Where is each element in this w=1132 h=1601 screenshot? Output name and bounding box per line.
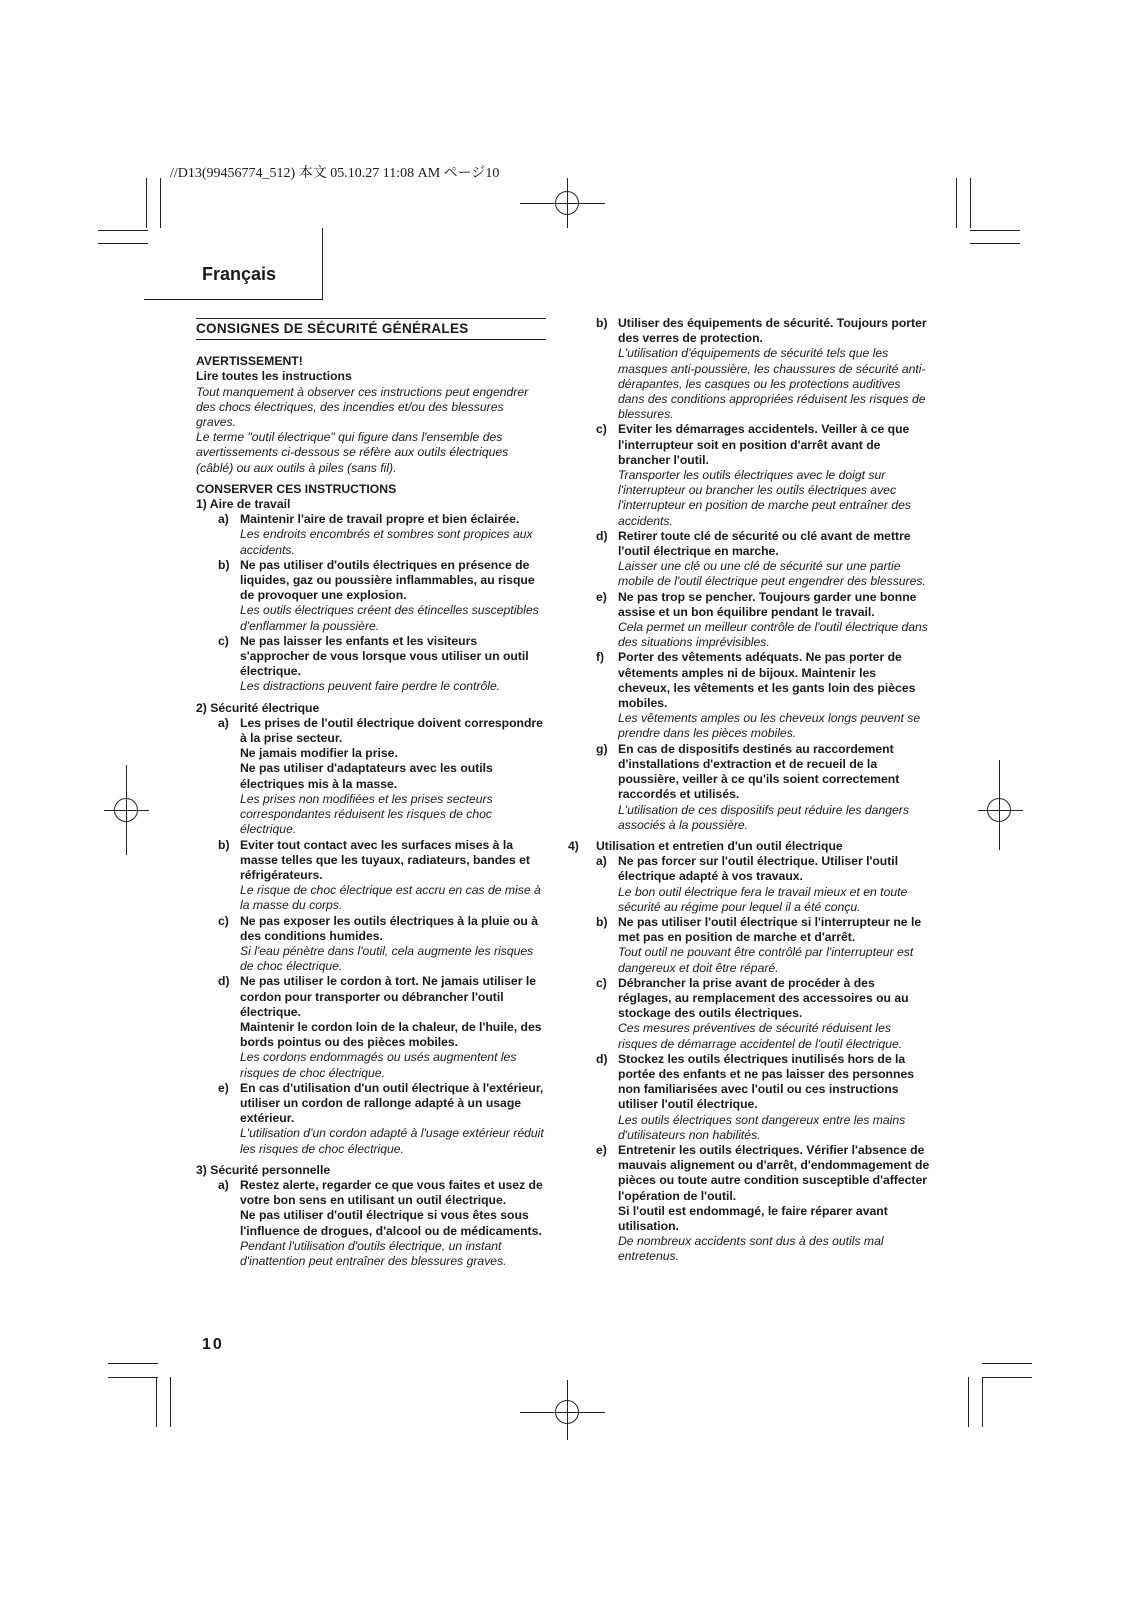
list-item <box>596 915 930 976</box>
item-explanation: L'utilisation de ces dispositifs peut réduire les dangers associés à la poussière. <box>618 802 909 832</box>
list-item <box>218 634 546 695</box>
item-label: b) <box>218 837 230 852</box>
section-number: 4) <box>568 838 579 853</box>
list-item <box>218 558 546 634</box>
item-instruction: Ne pas utiliser le cordon à tort. Ne jamais utiliser le cordon pour transporter ou débrancher l'outil électrique. <box>240 974 536 1019</box>
list-item <box>218 1081 546 1157</box>
item-instruction: Retirer toute clé de sécurité ou clé avant de mettre l'outil électrique en marche. <box>618 528 911 559</box>
item-label: e) <box>596 1142 607 1157</box>
list-item <box>218 914 546 975</box>
item-label: b) <box>596 914 608 929</box>
section-title: CONSIGNES DE SÉCURITÉ GÉNÉRALES <box>196 318 546 340</box>
item-explanation: Ces mesures préventives de sécurité réduisent les risques de démarrage accidentel de l'outil électrique. <box>618 1021 903 1051</box>
list-item <box>596 976 930 1052</box>
item-instruction: Ne pas utiliser d'outil électrique si vous êtes sous l'influence de drogues, d'alcool ou de médicaments. <box>240 1208 542 1238</box>
registration-target <box>567 1380 568 1440</box>
crop-mark <box>156 1377 157 1427</box>
list-item <box>596 590 930 651</box>
crop-mark <box>146 178 147 228</box>
left-column <box>196 318 546 1269</box>
crop-mark <box>982 1363 1032 1364</box>
item-explanation: Si l'eau pénètre dans l'outil, cela augmente les risques de choc électrique. <box>240 943 534 974</box>
item-explanation: Transporter les outils électriques avec le doigt sur l'interrupteur ou brancher les outils électriques avec l'interrupteur en position de marche peut entraîner des accidents. <box>618 468 911 528</box>
section-work-area: 1) Aire de travail <box>196 497 291 512</box>
item-label: c) <box>596 975 607 990</box>
crop-mark <box>982 1377 983 1427</box>
item-explanation: Les cordons endommagés ou usés augmentent les risques de choc électrique. <box>240 1050 517 1080</box>
item-explanation: Les outils électriques créent des étincelles susceptibles d'enflammer la poussière. <box>240 603 539 633</box>
language-tab-border <box>144 299 323 300</box>
section-title-tool-use: Utilisation et entretien d'un outil électrique <box>596 838 843 853</box>
list-item <box>596 742 930 833</box>
item-instruction: En cas de dispositifs destinés au raccordement d'installations d'extraction et de recueil de la poussière, veiller à ce qu'ils soient correctement raccordés et utilisés. <box>618 741 900 802</box>
item-explanation: L'utilisation d'un cordon adapté à l'usage extérieur réduit les risques de choc électrique. <box>240 1126 544 1156</box>
crop-mark <box>970 178 971 228</box>
item-label: c) <box>596 422 607 437</box>
crop-mark <box>970 230 1020 231</box>
list-item <box>596 529 930 590</box>
item-label: d) <box>596 528 608 543</box>
item-explanation: Les prises non modifiées et les prises secteurs correspondantes réduisent les risques de choc électrique. <box>240 791 493 837</box>
item-label: a) <box>218 715 229 730</box>
crop-mark <box>98 230 148 231</box>
list-item <box>596 422 930 528</box>
item-instruction: Stockez les outils électriques inutilisés hors de la portée des enfants et ne pas laisser des personnes non familiarisées avec l'outil ou ces instructions utiliser l'outil électrique. <box>618 1051 914 1112</box>
item-label: a) <box>596 854 607 869</box>
item-explanation: Les distractions peuvent faire perdre le contrôle. <box>240 679 501 694</box>
crop-mark <box>968 1377 969 1427</box>
right-column <box>568 316 930 1265</box>
item-instruction: Entretenir les outils électriques. Vérifier l'absence de mauvais alignement ou d'arrêt, d'endommagement de pièces ou toute autre condition susceptible d'affecter l'opération de l'outil. <box>618 1142 930 1203</box>
list-item <box>596 1143 930 1265</box>
item-label: e) <box>218 1080 229 1095</box>
item-instruction: Restez alerte, regarder ce que vous faites et usez de votre bon sens en utilisant un outil électrique. <box>240 1177 543 1208</box>
crop-mark <box>160 178 161 228</box>
list-item <box>218 974 546 1080</box>
item-explanation: Le bon outil électrique fera le travail mieux et en toute sécurité au régime pour lequel il a été conçu. <box>618 884 908 914</box>
item-instruction: Utiliser des équipements de sécurité. Toujours porter des verres de protection. <box>618 316 927 346</box>
item-instruction: En cas d'utilisation d'un outil électrique à l'extérieur, utiliser un cordon de rallonge adapté à un usage extérieur. <box>240 1080 544 1126</box>
item-instruction: Ne pas trop se pencher. Toujours garder une bonne assise et un bon équilibre pendant le travail. <box>618 589 917 619</box>
item-instruction: Ne pas forcer sur l'outil électrique. Utiliser l'outil électrique adapté à vos travaux. <box>618 854 899 884</box>
registration-target <box>978 810 1023 811</box>
list-item <box>218 838 546 914</box>
read-instructions: Lire toutes les instructions <box>196 369 352 384</box>
item-instruction: Ne pas utiliser d'adaptateurs avec les outils électriques mis à la masse. <box>240 761 493 791</box>
item-instruction: Ne pas utiliser d'outils électriques en présence de liquides, gaz ou poussière inflammables, au risque de provoquer une explosion. <box>240 557 535 603</box>
item-instruction: Maintenir le cordon loin de la chaleur, de l'huile, des bords pointus ou des pièces mobiles. <box>240 1019 542 1050</box>
item-explanation: Le risque de choc électrique est accru en cas de mise à la masse du corps. <box>240 883 541 913</box>
item-explanation: Les outils électriques sont dangereux entre les mains d'utilisateurs non habilités. <box>618 1112 906 1142</box>
keep-instructions: CONSERVER CES INSTRUCTIONS <box>196 481 397 496</box>
crop-mark <box>98 243 148 244</box>
item-instruction: Débrancher la prise avant de procéder à des réglages, au remplacement des accessoires ou au stockage des outils électriques. <box>618 975 909 1021</box>
item-instruction: Maintenir l'aire de travail propre et bien éclairée. <box>240 512 520 527</box>
item-label: c) <box>218 913 229 928</box>
item-label: b) <box>218 557 230 572</box>
language-label: Français <box>202 264 277 284</box>
section-personal-safety: 3) Sécurité personnelle <box>196 1162 331 1177</box>
section-tool-use <box>568 839 930 854</box>
item-instruction: Si l'outil est endommagé, le faire réparer avant utilisation. <box>618 1203 888 1233</box>
item-instruction: Eviter les démarrages accidentels. Veiller à ce que l'interrupteur soit en position d'arrêt avant de brancher l'outil. <box>618 422 910 467</box>
crop-mark <box>956 178 957 228</box>
item-instruction: Ne pas laisser les enfants et les visiteurs s'approcher de vous lorsque vous utiliser un outil électrique. <box>240 633 529 679</box>
item-label: f) <box>596 650 605 665</box>
item-instruction: Porter des vêtements adéquats. Ne pas porter de vêtements amples ni de bijoux. Maintenir les cheveux, les vêtements et les gants loin des pièces mobiles. <box>618 650 916 711</box>
item-explanation: Tout outil ne pouvant être contrôlé par l'interrupteur est dangereux et doit être réparé. <box>618 945 914 975</box>
item-label: g) <box>596 741 608 756</box>
list-item <box>218 716 546 838</box>
registration-target <box>520 1412 605 1413</box>
section-electrical-safety: 2) Sécurité électrique <box>196 700 320 715</box>
item-label: a) <box>218 1177 229 1192</box>
item-label: d) <box>218 974 230 989</box>
item-explanation: Pendant l'utilisation d'outils électrique, un instant d'inattention peut entraîner des blessures graves. <box>240 1238 507 1268</box>
list-item <box>596 854 930 915</box>
item-explanation: Les vêtements amples ou les cheveux longs peuvent se prendre dans les pièces mobiles. <box>618 711 921 741</box>
registration-target <box>520 203 605 204</box>
item-instruction: Ne jamais modifier la prise. <box>240 746 398 761</box>
item-label: a) <box>218 512 229 527</box>
warning-text: Tout manquement à observer ces instructions peut engendrer des chocs électriques, des incendies et/ou des blessures graves. <box>196 384 529 430</box>
registration-target <box>999 760 1000 850</box>
item-instruction: Ne pas utiliser l'outil électrique si l'interrupteur ne le met pas en position de marche et d'arrêt. <box>618 914 922 945</box>
list-item <box>596 1052 930 1143</box>
item-instruction: Les prises de l'outil électrique doivent correspondre à la prise secteur. <box>240 715 543 746</box>
item-label: d) <box>596 1051 608 1066</box>
print-header: //D13(99456774_512) 本文 05.10.27 11:08 AM ページ10 <box>170 166 500 181</box>
item-instruction: Ne pas exposer les outils électriques à la pluie ou à des conditions humides. <box>240 913 539 943</box>
list-item <box>596 316 930 422</box>
term-text: Le terme "outil électrique" qui figure dans l'ensemble des avertissements ci-dessous se réfère aux outils électriques (câblé) ou aux outils à piles (sans fil). <box>196 430 509 475</box>
crop-mark <box>970 243 1020 244</box>
item-label: b) <box>596 316 608 330</box>
list-item <box>596 650 930 741</box>
crop-mark <box>108 1377 158 1378</box>
item-explanation: De nombreux accidents sont dus à des outils mal entretenus. <box>618 1234 884 1264</box>
crop-mark <box>170 1377 171 1427</box>
list-item <box>218 1178 546 1269</box>
page-number: 10 <box>202 1336 224 1353</box>
item-instruction: Eviter tout contact avec les surfaces mises à la masse telles que les tuyaux, radiateurs, bandes et réfrigérateurs. <box>240 837 530 882</box>
item-explanation: L'utilisation d'équipements de sécurité tels que les masques anti-poussière, les chaussures de sécurité anti-dérapantes, les casques ou les protections auditives dans des conditions appropriées réduisent les risques de blessures. <box>618 346 926 422</box>
list-item <box>218 512 546 558</box>
crop-mark <box>108 1363 158 1364</box>
item-explanation: Les endroits encombrés et sombres sont propices aux accidents. <box>240 527 533 557</box>
language-tab-border <box>322 228 323 300</box>
crop-mark <box>982 1377 1032 1378</box>
warning-heading: AVERTISSEMENT! <box>196 354 303 369</box>
item-label: e) <box>596 589 607 604</box>
item-explanation: Cela permet un meilleur contrôle de l'outil électrique dans des situations imprévisibles. <box>618 620 928 650</box>
registration-target <box>104 810 149 811</box>
item-label: c) <box>218 633 229 648</box>
item-explanation: Laisser une clé ou une clé de sécurité sur une partie mobile de l'outil électrique peut engendrer des blessures. <box>618 559 926 589</box>
